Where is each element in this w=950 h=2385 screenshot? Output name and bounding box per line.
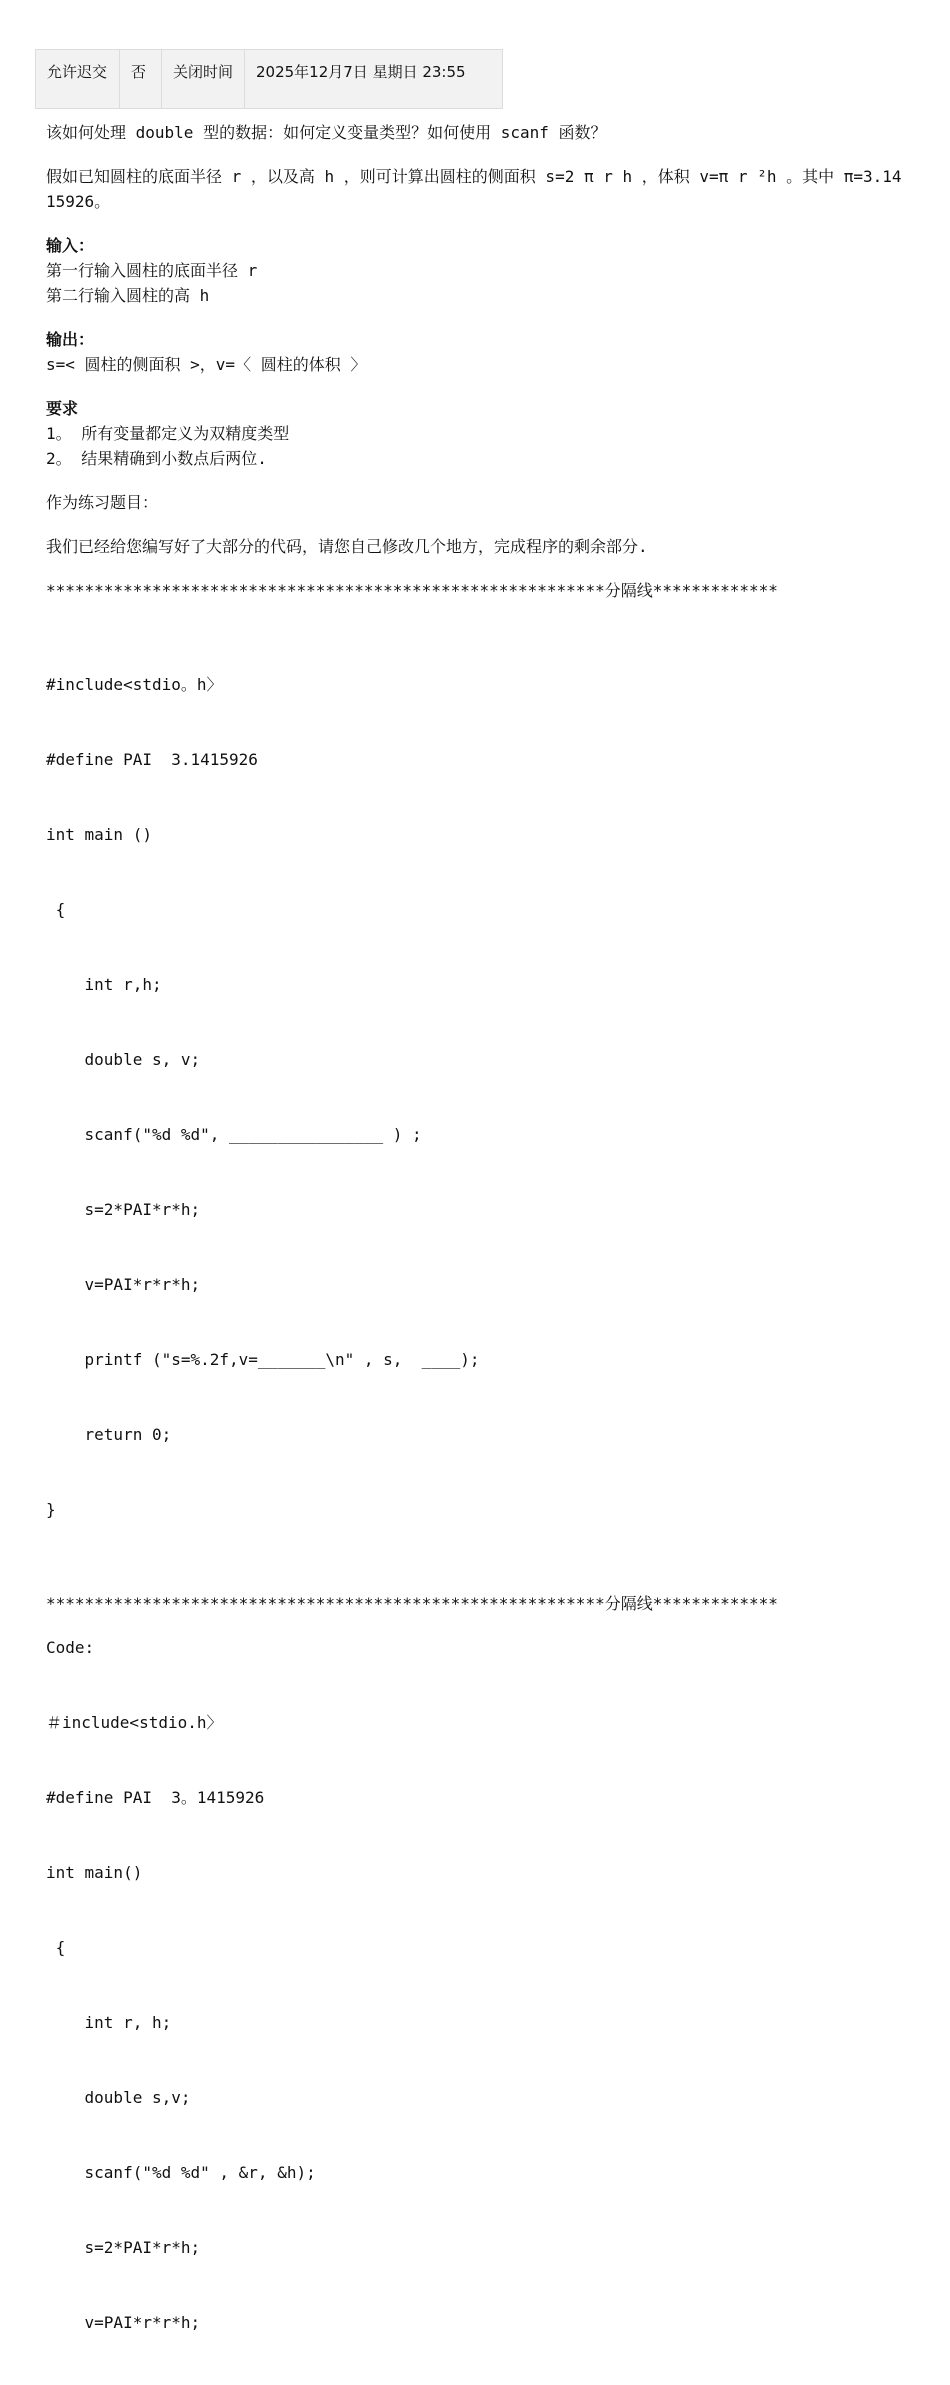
requirements-heading: 要求 [46, 399, 79, 418]
code-line: double s,v; [46, 2088, 191, 2107]
input-line-2: 第二行输入圆柱的高 h [46, 286, 210, 305]
info-table [35, 49, 503, 109]
code-line: scanf("%d %d", ________________ ) ; [46, 1125, 422, 1144]
input-line-1: 第一行输入圆柱的底面半径 r [46, 261, 258, 280]
code-line: scanf("%d %d" , &r, &h); [46, 2163, 316, 2182]
intro-text: 该如何处理 double 型的数据：如何定义变量类型？如何使用 scanf 函数？ [46, 123, 607, 142]
code-line: int r,h; [46, 975, 162, 994]
code-line: { [46, 900, 66, 919]
template-code [46, 622, 906, 1572]
close-time-value: 2025年12月7日 星期日 23:55 [245, 50, 503, 109]
code-line: printf ("s=%.2f,v=_______\n" , s, ____); [46, 1350, 480, 1369]
code-line: v=PAI*r*r*h; [46, 2313, 201, 2332]
code-line: v=PAI*r*r*h; [46, 1275, 201, 1294]
note-text: 我们已经给您编写好了大部分的代码，请您自己修改几个地方，完成程序的剩余部分. [46, 537, 648, 556]
input-heading: 输入： [46, 236, 95, 255]
close-time-label: 关闭时间 [162, 50, 245, 109]
code-line: int main() [46, 1863, 143, 1882]
code-label: Code: [46, 1638, 95, 1657]
answer-code [46, 1660, 906, 2385]
code-line: double s, v; [46, 1050, 201, 1069]
code-line: ＃include<stdio.h〉 [46, 1713, 223, 1732]
divider-1: **********************************************************分隔线************* [46, 581, 778, 600]
code-line: s=2*PAI*r*h; [46, 2238, 201, 2257]
code-line: int r, h; [46, 2013, 172, 2032]
code-line: s=2*PAI*r*h; [46, 1200, 201, 1219]
allow-late-label: 允许迟交 [36, 50, 120, 109]
divider-2: **********************************************************分隔线************* [46, 1594, 778, 1613]
code-line: #include<stdio。h〉 [46, 675, 223, 694]
code-line: } [46, 1500, 56, 1519]
code-line: #define PAI 3.1415926 [46, 750, 258, 769]
description-text: 假如已知圆柱的底面半径 r ，以及高 h ，则可计算出圆柱的侧面积 s=2 π r h ，体积 v=π r ²h 。其中 π=3.1415926。 [46, 167, 902, 211]
requirement-1: 1。 所有变量都定义为双精度类型 [46, 424, 290, 443]
info-row [36, 50, 503, 109]
code-line: #define PAI 3。1415926 [46, 1788, 265, 1807]
code-line: { [46, 1938, 66, 1957]
code-line: int main () [46, 825, 152, 844]
practice-text: 作为练习题目： [46, 493, 159, 512]
output-heading: 输出： [46, 330, 95, 349]
output-line: s=< 圆柱的侧面积 >，v=〈 圆柱的体积 〉 [46, 355, 367, 374]
code-line: return 0; [46, 1425, 172, 1444]
allow-late-value: 否 [120, 50, 162, 109]
requirement-2: 2。 结果精确到小数点后两位. [46, 449, 267, 468]
problem-content [46, 120, 906, 2385]
